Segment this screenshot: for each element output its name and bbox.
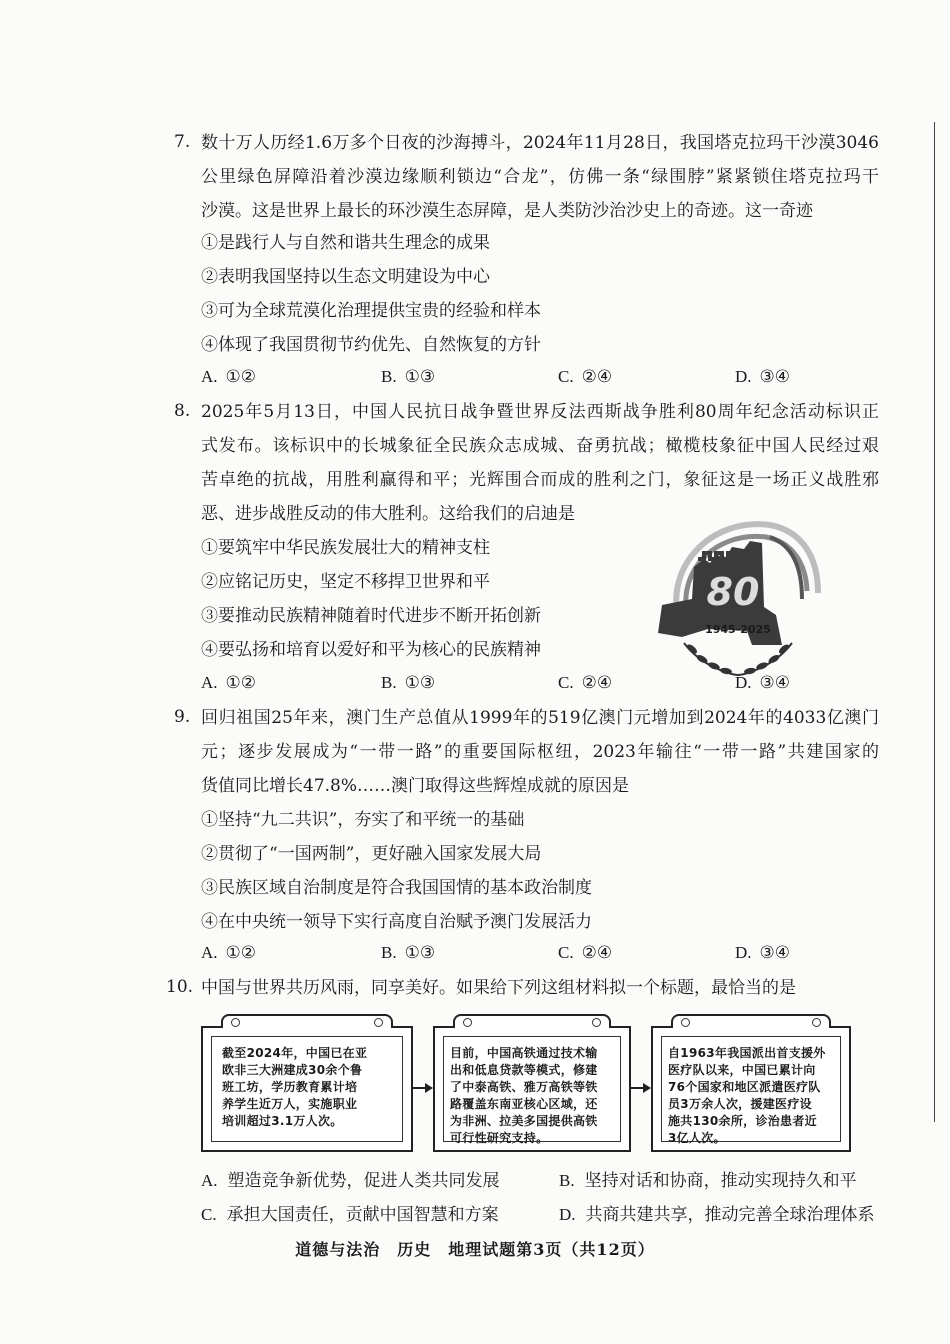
emblem-number: 80: [706, 570, 760, 614]
material-card-1: [201, 1026, 413, 1152]
stem-line: 货值同比增长47.8%……澳门取得这些辉煌成就的原因是: [201, 776, 630, 796]
material-card-2: [433, 1026, 631, 1152]
stem-line: 苦卓绝的抗战，用胜利赢得和平；光辉围合而成的胜利之门，象征这是一场正义战胜邪: [201, 470, 879, 490]
statement-item: ①要筑牢中华民族发展壮大的精神支柱: [201, 538, 490, 558]
stem-line: 回归祖国25年来，澳门生产总值从1999年的519亿澳门元增加到2024年的4033亿澳门: [201, 708, 879, 728]
option-a[interactable]: A. 塑造竞争新优势，促进人类共同发展: [201, 1171, 500, 1191]
card-tab: [221, 1014, 393, 1028]
arrow-right-icon: [631, 1083, 651, 1093]
stem-line: 公里绿色屏障沿着沙漠边缘顺利锁边“合龙”，仿佛一条“绿围脖”紧紧锁住塔克拉玛干: [201, 167, 879, 187]
option-d[interactable]: D. ③④: [735, 943, 791, 963]
option-c[interactable]: C. 承担大国责任，贡献中国智慧和方案: [201, 1205, 499, 1225]
statement-item: ③民族区域自治制度是符合我国国情的基本政治制度: [201, 878, 592, 898]
option-c[interactable]: C. ②④: [558, 943, 613, 963]
card-text: 截至2024年，中国已在亚 欧非三大洲建成30余个鲁 班工坊，学历教育累计培 养学生近万人，实施职业 培训超过3.1万人次。: [222, 1046, 368, 1128]
statement-item: ③可为全球荒漠化治理提供宝贵的经验和样本: [201, 301, 541, 321]
question-number: 9.: [174, 707, 191, 727]
stem-line: 中国与世界共历风雨，同享美好。如果给下列这组材料拟一个标题，最恰当的是: [201, 978, 796, 998]
option-b[interactable]: B. ①③: [381, 673, 436, 693]
card-tab: [453, 1014, 611, 1028]
statement-item: ①坚持“九二共识”，夯实了和平统一的基础: [201, 810, 525, 830]
statement-item: ③要推动民族精神随着时代进步不断开拓创新: [201, 606, 541, 626]
question-number: 7.: [174, 132, 191, 152]
statement-item: ④体现了我国贯彻节约优先、自然恢复的方针: [201, 335, 541, 355]
card-text: 自1963年我国派出首支援外 医疗队以来，中国已累计向 76个国家和地区派遣医疗队 员3万余人次，援建医疗设 施共130余所，诊治患者近 3亿人次。: [668, 1046, 826, 1145]
option-a[interactable]: A. ①②: [201, 367, 257, 387]
option-d[interactable]: D. 共商共建共享，推动完善全球治理体系: [559, 1205, 875, 1225]
material-card-3: [651, 1026, 851, 1152]
answer-options: [201, 673, 901, 695]
question-number: 8.: [174, 401, 191, 421]
page-footer: 道德与法治 历史 地理试题第3页（共12页）: [295, 1240, 655, 1259]
option-b[interactable]: B. ①③: [381, 943, 436, 963]
statement-item: ①是践行人与自然和谐共生理念的成果: [201, 233, 490, 253]
stem-line: 元；逐步发展成为“一带一路”的重要国际枢纽，2023年输往“一带一路”共建国家的: [201, 742, 879, 762]
option-c[interactable]: C. ②④: [558, 673, 613, 693]
statement-item: ④要弘扬和培育以爱好和平为核心的民族精神: [201, 640, 541, 660]
statement-item: ④在中央统一领导下实行高度自治赋予澳门发展活力: [201, 912, 592, 932]
answer-options: [201, 367, 901, 389]
card-tab: [671, 1014, 831, 1028]
emblem-years: 1945-2025: [705, 623, 771, 636]
answer-options: [201, 943, 901, 965]
statement-item: ②表明我国坚持以生态文明建设为中心: [201, 267, 490, 287]
option-d[interactable]: D. ③④: [735, 673, 791, 693]
stem-line: 沙漠。这是世界上最长的环沙漠生态屏障，是人类防沙治沙史上的奇迹。这一奇迹: [201, 201, 813, 221]
option-b[interactable]: B. 坚持对话和协商，推动实现持久和平: [559, 1171, 857, 1191]
option-a[interactable]: A. ①②: [201, 943, 257, 963]
stem-line: 2025年5月13日，中国人民抗日战争暨世界反法西斯战争胜利80周年纪念活动标识正: [201, 402, 879, 422]
olive-branch-icon: [684, 643, 792, 675]
margin-rule: [934, 122, 935, 1122]
card-text: 目前，中国高铁通过技术输 出和低息贷款等模式，修建 了中泰高铁、雅万高铁等铁 路覆盖东南亚核心区域，还 为非洲、拉美多国提供高铁 可行性研究支持。: [450, 1046, 598, 1145]
statement-item: ②贯彻了“一国两制”，更好融入国家发展大局: [201, 844, 542, 864]
stem-line: 式发布。该标识中的长城象征全民族众志成城、奋勇抗战；橄榄枝象征中国人民经过艰: [201, 436, 879, 456]
option-b[interactable]: B. ①③: [381, 367, 436, 387]
statement-item: ②应铭记历史，坚定不移捍卫世界和平: [201, 572, 490, 592]
stem-line: 数十万人历经1.6万多个日夜的沙海搏斗，2024年11月28日，我国塔克拉玛干沙漠3046: [201, 133, 879, 153]
option-c[interactable]: C. ②④: [558, 367, 613, 387]
victory-80-emblem: [652, 507, 822, 682]
question-number: 10.: [166, 977, 194, 997]
arrow-right-icon: [413, 1083, 433, 1093]
option-d[interactable]: D. ③④: [735, 367, 791, 387]
option-a[interactable]: A. ①②: [201, 673, 257, 693]
stem-line: 恶、进步战胜反动的伟大胜利。这给我们的启迪是: [201, 504, 575, 524]
